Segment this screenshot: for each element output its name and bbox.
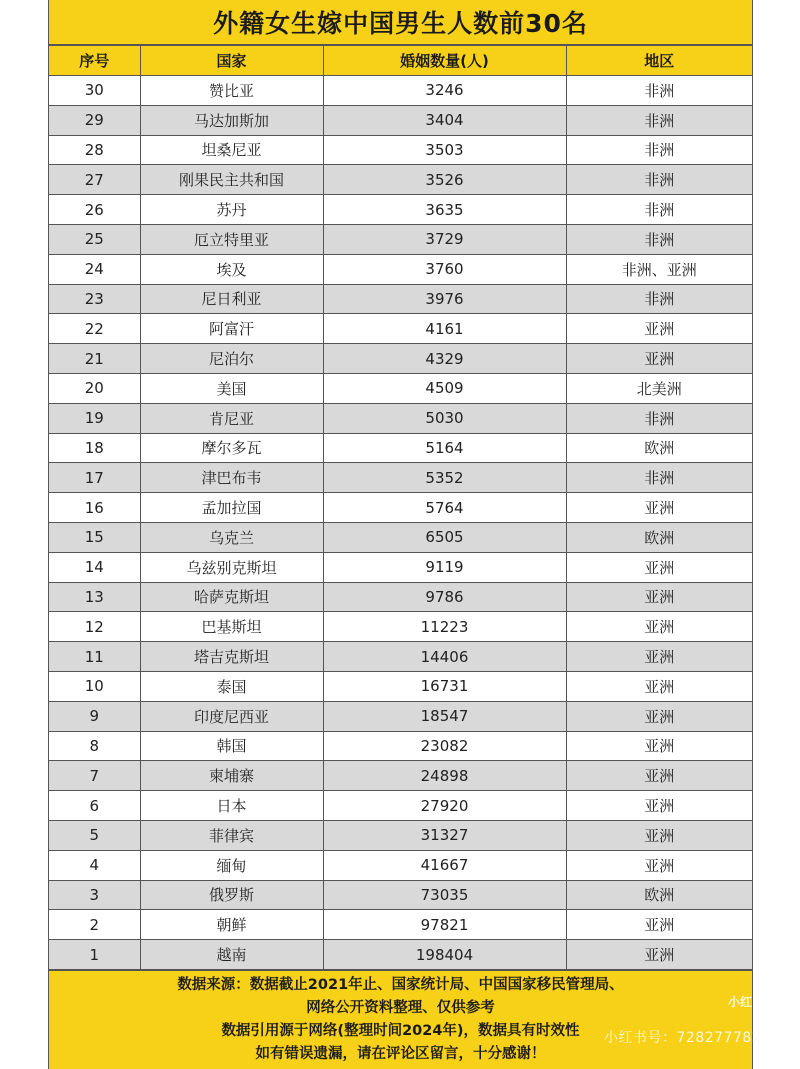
cell-rank: 8	[49, 731, 140, 761]
cell-country: 埃及	[140, 254, 323, 284]
cell-region: 亚洲	[566, 493, 752, 523]
cell-rank: 3	[49, 880, 140, 910]
column-header-count: 婚姻数量(人)	[323, 46, 566, 76]
cell-region: 非洲	[566, 463, 752, 493]
cell-region: 亚洲	[566, 344, 752, 374]
cell-count: 41667	[323, 850, 566, 880]
cell-rank: 4	[49, 850, 140, 880]
cell-region: 亚洲	[566, 910, 752, 940]
watermark-text: 小红书号：728277782	[604, 1030, 762, 1046]
cell-count: 24898	[323, 761, 566, 791]
cell-country: 摩尔多瓦	[140, 433, 323, 463]
cell-country: 巴基斯坦	[140, 612, 323, 642]
cell-count: 5164	[323, 433, 566, 463]
cell-country: 尼日利亚	[140, 284, 323, 314]
cell-region: 非洲	[566, 76, 752, 106]
table-row	[49, 403, 752, 433]
cell-region: 非洲	[566, 135, 752, 165]
source-note-line: 数据引用源于网络(整理时间2024年)，数据具有时效性	[221, 1022, 580, 1039]
cell-count: 4509	[323, 373, 566, 403]
table-row	[49, 612, 752, 642]
table-row	[49, 493, 752, 523]
cell-country: 缅甸	[140, 850, 323, 880]
cell-country: 坦桑尼亚	[140, 135, 323, 165]
cell-rank: 22	[49, 314, 140, 344]
cell-country: 柬埔寨	[140, 761, 323, 791]
cell-region: 非洲	[566, 284, 752, 314]
cell-count: 97821	[323, 910, 566, 940]
cell-count: 3404	[323, 105, 566, 135]
cell-country: 塔吉克斯坦	[140, 642, 323, 672]
table-title: 外籍女生嫁中国男生人数前30名	[49, 0, 752, 45]
cell-count: 27920	[323, 791, 566, 821]
cell-region: 北美洲	[566, 373, 752, 403]
cell-count: 18547	[323, 701, 566, 731]
cell-country: 乌克兰	[140, 522, 323, 552]
cell-rank: 25	[49, 224, 140, 254]
cell-count: 5352	[323, 463, 566, 493]
cell-region: 亚洲	[566, 701, 752, 731]
cell-rank: 2	[49, 910, 140, 940]
cell-rank: 15	[49, 522, 140, 552]
cell-region: 非洲	[566, 105, 752, 135]
table-row	[49, 552, 752, 582]
cell-region: 非洲、亚洲	[566, 254, 752, 284]
cell-count: 9119	[323, 552, 566, 582]
table-row	[49, 671, 752, 701]
cell-country: 越南	[140, 940, 323, 970]
cell-count: 3526	[323, 165, 566, 195]
cell-rank: 9	[49, 701, 140, 731]
source-note-line: 网络公开资料整理、仅供参考	[306, 999, 495, 1016]
table-row	[49, 582, 752, 612]
column-header-rank: 序号	[49, 46, 140, 76]
cell-rank: 20	[49, 373, 140, 403]
cell-count: 4329	[323, 344, 566, 374]
watermark-logo: 小红	[728, 995, 753, 1009]
cell-country: 韩国	[140, 731, 323, 761]
table-header-row	[49, 46, 752, 76]
column-header-country: 国家	[140, 46, 323, 76]
cell-count: 23082	[323, 731, 566, 761]
cell-rank: 16	[49, 493, 140, 523]
cell-rank: 26	[49, 195, 140, 225]
cell-rank: 29	[49, 105, 140, 135]
cell-rank: 24	[49, 254, 140, 284]
table-row	[49, 850, 752, 880]
cell-count: 5030	[323, 403, 566, 433]
table-row	[49, 463, 752, 493]
cell-country: 哈萨克斯坦	[140, 582, 323, 612]
cell-country: 赞比亚	[140, 76, 323, 106]
table-row	[49, 314, 752, 344]
cell-country: 尼泊尔	[140, 344, 323, 374]
ranking-table	[49, 45, 752, 970]
table-row	[49, 284, 752, 314]
cell-region: 亚洲	[566, 582, 752, 612]
table-row	[49, 701, 752, 731]
cell-country: 俄罗斯	[140, 880, 323, 910]
table-row	[49, 373, 752, 403]
cell-region: 亚洲	[566, 552, 752, 582]
cell-region: 欧洲	[566, 433, 752, 463]
cell-region: 欧洲	[566, 880, 752, 910]
cell-country: 苏丹	[140, 195, 323, 225]
column-header-region: 地区	[566, 46, 752, 76]
cell-region: 非洲	[566, 165, 752, 195]
table-row	[49, 344, 752, 374]
table-row	[49, 642, 752, 672]
cell-region: 亚洲	[566, 612, 752, 642]
table-row	[49, 761, 752, 791]
cell-country: 厄立特里亚	[140, 224, 323, 254]
cell-rank: 7	[49, 761, 140, 791]
cell-country: 泰国	[140, 671, 323, 701]
cell-rank: 5	[49, 820, 140, 850]
source-note-line: 数据来源：数据截止2021年止、国家统计局、中国国家移民管理局、	[177, 976, 624, 993]
cell-count: 11223	[323, 612, 566, 642]
cell-country: 刚果民主共和国	[140, 165, 323, 195]
table-row	[49, 135, 752, 165]
cell-region: 亚洲	[566, 850, 752, 880]
cell-count: 6505	[323, 522, 566, 552]
cell-count: 14406	[323, 642, 566, 672]
cell-count: 3635	[323, 195, 566, 225]
cell-region: 亚洲	[566, 791, 752, 821]
cell-rank: 11	[49, 642, 140, 672]
table-row	[49, 731, 752, 761]
cell-region: 亚洲	[566, 671, 752, 701]
cell-rank: 14	[49, 552, 140, 582]
table-body	[49, 76, 752, 970]
cell-rank: 10	[49, 671, 140, 701]
table-row	[49, 820, 752, 850]
table-row	[49, 76, 752, 106]
cell-count: 31327	[323, 820, 566, 850]
cell-count: 9786	[323, 582, 566, 612]
table-row	[49, 165, 752, 195]
cell-rank: 6	[49, 791, 140, 821]
cell-country: 津巴布韦	[140, 463, 323, 493]
cell-country: 孟加拉国	[140, 493, 323, 523]
cell-region: 欧洲	[566, 522, 752, 552]
table-row	[49, 791, 752, 821]
table-row	[49, 522, 752, 552]
cell-count: 3760	[323, 254, 566, 284]
cell-region: 亚洲	[566, 731, 752, 761]
cell-rank: 21	[49, 344, 140, 374]
cell-country: 菲律宾	[140, 820, 323, 850]
cell-rank: 23	[49, 284, 140, 314]
source-note	[49, 970, 752, 1069]
cell-region: 非洲	[566, 403, 752, 433]
cell-country: 阿富汗	[140, 314, 323, 344]
cell-count: 3729	[323, 224, 566, 254]
cell-count: 3503	[323, 135, 566, 165]
cell-rank: 1	[49, 940, 140, 970]
cell-region: 亚洲	[566, 314, 752, 344]
table-row	[49, 940, 752, 970]
cell-rank: 17	[49, 463, 140, 493]
table-row	[49, 224, 752, 254]
cell-count: 73035	[323, 880, 566, 910]
table-row	[49, 433, 752, 463]
ranking-table-sheet	[48, 0, 753, 1069]
cell-count: 198404	[323, 940, 566, 970]
cell-rank: 18	[49, 433, 140, 463]
cell-count: 3976	[323, 284, 566, 314]
table-row	[49, 910, 752, 940]
cell-rank: 19	[49, 403, 140, 433]
cell-region: 非洲	[566, 195, 752, 225]
cell-region: 亚洲	[566, 642, 752, 672]
cell-country: 肯尼亚	[140, 403, 323, 433]
cell-count: 4161	[323, 314, 566, 344]
table-row	[49, 254, 752, 284]
cell-rank: 28	[49, 135, 140, 165]
cell-rank: 30	[49, 76, 140, 106]
cell-rank: 12	[49, 612, 140, 642]
table-row	[49, 195, 752, 225]
cell-region: 亚洲	[566, 820, 752, 850]
source-note-line: 如有错误遗漏，请在评论区留言，十分感谢！	[255, 1045, 546, 1062]
cell-region: 亚洲	[566, 940, 752, 970]
cell-country: 朝鲜	[140, 910, 323, 940]
cell-rank: 13	[49, 582, 140, 612]
cell-country: 马达加斯加	[140, 105, 323, 135]
cell-region: 亚洲	[566, 761, 752, 791]
cell-count: 5764	[323, 493, 566, 523]
table-row	[49, 105, 752, 135]
cell-country: 美国	[140, 373, 323, 403]
cell-count: 16731	[323, 671, 566, 701]
cell-country: 印度尼西亚	[140, 701, 323, 731]
cell-country: 乌兹别克斯坦	[140, 552, 323, 582]
cell-region: 非洲	[566, 224, 752, 254]
cell-country: 日本	[140, 791, 323, 821]
table-row	[49, 880, 752, 910]
cell-rank: 27	[49, 165, 140, 195]
cell-count: 3246	[323, 76, 566, 106]
